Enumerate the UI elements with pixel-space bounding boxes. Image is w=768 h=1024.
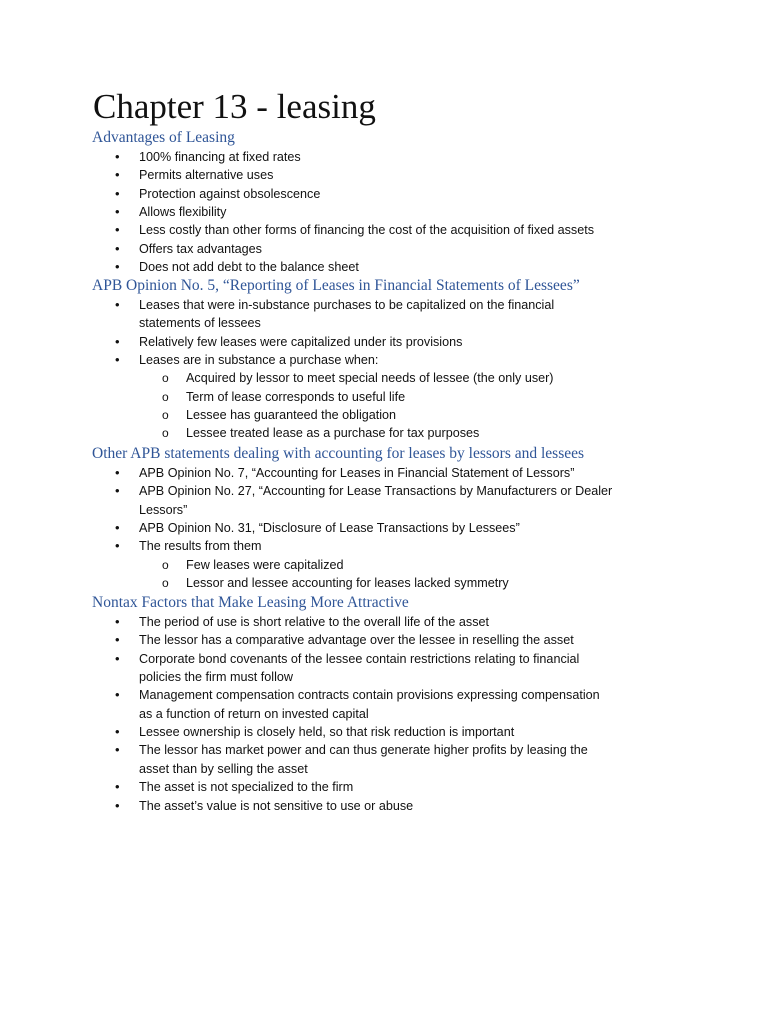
bullet-icon: • (115, 724, 120, 740)
bullet-icon: • (115, 687, 120, 703)
section-heading: APB Opinion No. 5, “Reporting of Leases in Financial Statements of Lessees” (92, 277, 580, 294)
circle-bullet-icon: o (162, 557, 169, 572)
sub-list-item-text: Lessor and lessee accounting for leases lacked symmetry (186, 576, 509, 591)
circle-bullet-icon: o (162, 576, 169, 591)
bullet-icon: • (115, 797, 120, 813)
bullet-icon: • (115, 259, 120, 275)
list-item-text: Protection against obsolescence (139, 186, 321, 201)
list-item-text: Permits alternative uses (139, 168, 274, 183)
list-item-text: APB Opinion No. 27, “Accounting for Lease Transactions by Manufacturers or Dealer (139, 484, 613, 499)
list-item-text: Relatively few leases were capitalized under its provisions (139, 334, 463, 349)
bullet-icon: • (115, 742, 120, 758)
bullet-icon: • (115, 650, 120, 666)
list-item-text: The results from them (139, 539, 262, 554)
circle-bullet-icon: o (162, 371, 169, 386)
list-item-text: The lessor has market power and can thus generate higher profits by leasing the (139, 743, 588, 758)
list-item-text: Management compensation contracts contain provisions expressing compensation (139, 688, 600, 703)
bullet-icon: • (115, 222, 120, 238)
section-heading: Nontax Factors that Make Leasing More Attractive (92, 594, 409, 611)
list-item-text: 100% financing at fixed rates (139, 150, 301, 164)
list-item-text: Lessee ownership is closely held, so that risk reduction is important (139, 725, 515, 740)
list-item-text: policies the firm must follow (139, 670, 293, 685)
bullet-icon: • (115, 465, 120, 480)
section-heading: Advantages of Leasing (92, 129, 235, 146)
list-item-text: The asset is not specialized to the firm (139, 780, 354, 795)
list-item-text: The lessor has a comparative advantage over the lessee in reselling the asset (139, 633, 574, 648)
sub-list-item-text: Term of lease corresponds to useful life (186, 389, 406, 404)
sub-list-item-text: Lessee treated lease as a purchase for tax purposes (186, 426, 480, 441)
list-item-text: Lessors” (139, 502, 188, 517)
list-item-text: Offers tax advantages (139, 241, 262, 256)
bullet-icon: • (115, 779, 120, 795)
list-item-text: Leases are in substance a purchase when: (139, 353, 379, 368)
bullet-icon: • (115, 333, 120, 349)
section-heading: Other APB statements dealing with accounting for leases by lessors and lessees (92, 445, 585, 462)
circle-bullet-icon: o (162, 408, 169, 423)
bullet-icon: • (115, 520, 120, 536)
bullet-icon: • (115, 483, 120, 499)
sub-list-item-text: Acquired by lessor to meet special needs of lessee (the only user) (186, 371, 554, 386)
bullet-icon: • (115, 185, 120, 201)
list-item-text: Allows flexibility (139, 205, 227, 220)
list-item-text: APB Opinion No. 31, “Disclosure of Lease Transactions by Lessees” (139, 521, 520, 536)
page-title: Chapter 13 - leasing (93, 87, 376, 126)
list-item-text: The period of use is short relative to the overall life of the asset (139, 615, 490, 629)
list-item-text: Corporate bond covenants of the lessee contain restrictions relating to financial (139, 651, 580, 666)
bullet-icon: • (115, 352, 120, 368)
bullet-icon: • (115, 240, 120, 256)
list-item-text: Less costly than other forms of financing the cost of the acquisition of fixed assets (139, 223, 595, 238)
bullet-icon: • (115, 149, 120, 164)
list-item-text: as a function of return on invested capital (139, 706, 369, 721)
list-item-text: statements of lessees (139, 316, 261, 331)
bullet-icon: • (115, 167, 120, 183)
list-item-text: The asset’s value is not sensitive to use or abuse (139, 798, 414, 813)
list-item-text: Does not add debt to the balance sheet (139, 260, 359, 275)
bullet-icon: • (115, 297, 120, 312)
circle-bullet-icon: o (162, 426, 169, 441)
bullet-icon: • (115, 538, 120, 554)
list-item-text: Leases that were in-substance purchases to be capitalized on the financial (139, 298, 555, 312)
bullet-icon: • (115, 614, 120, 629)
bullet-icon: • (115, 632, 120, 648)
list-item-text: asset than by selling the asset (139, 761, 308, 776)
list-item-text: APB Opinion No. 7, “Accounting for Leases in Financial Statement of Lessors” (139, 466, 575, 480)
circle-bullet-icon: o (162, 389, 169, 404)
sub-list-item-text: Lessee has guaranteed the obligation (186, 408, 397, 423)
sub-list-item-text: Few leases were capitalized (186, 557, 344, 572)
bullet-icon: • (115, 204, 120, 220)
